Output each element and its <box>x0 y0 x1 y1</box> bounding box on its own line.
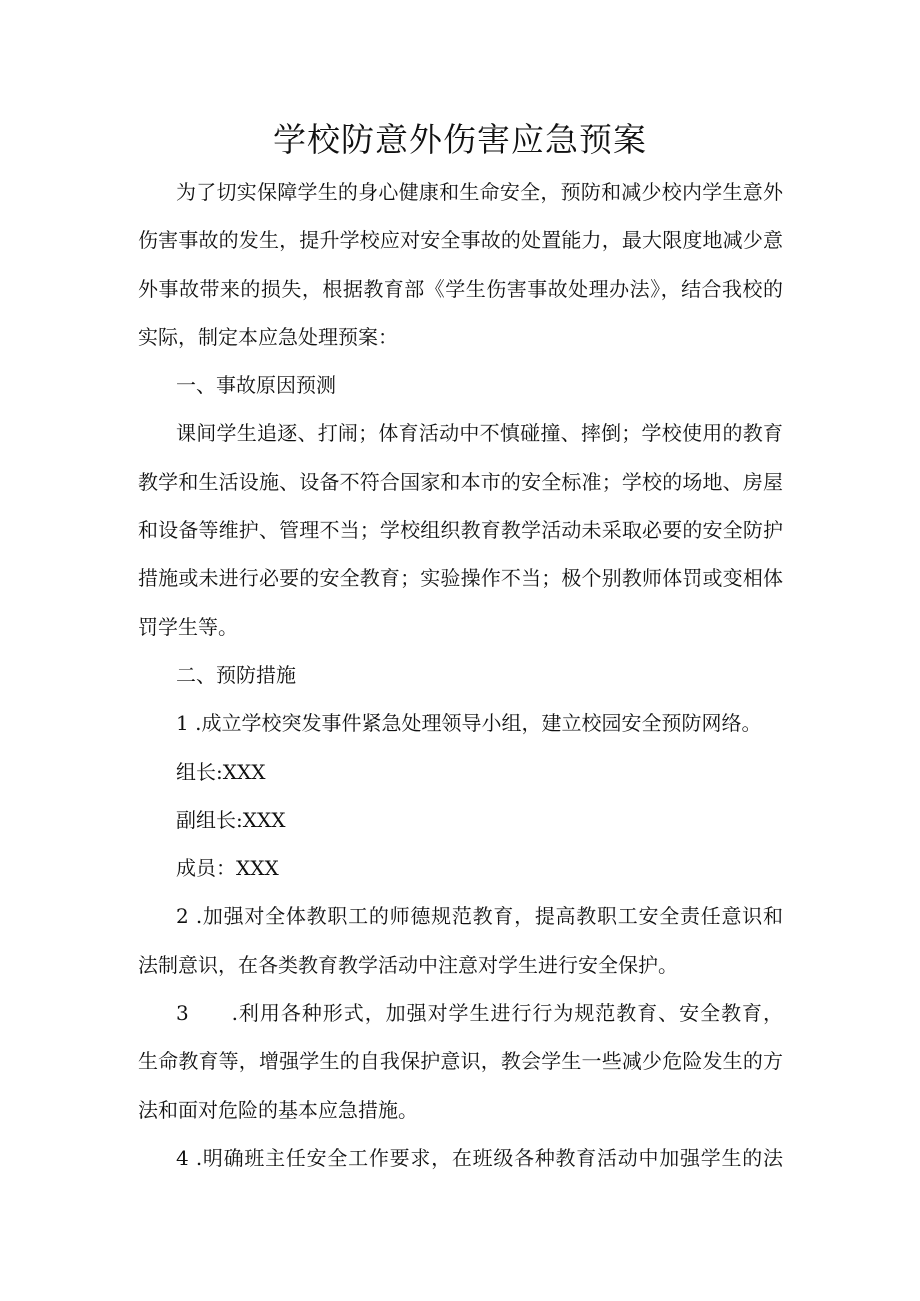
intro-line: 外事故带来的损失，根据教育部《学生伤害事故处理办法》，结合我校的 <box>138 276 783 301</box>
causes-line: 和设备等维护、管理不当；学校组织教育教学活动未采取必要的安全防护 <box>138 518 783 543</box>
item-2-line: 法制意识，在各类教育教学活动中注意对学生进行安全保护。 <box>138 952 678 977</box>
document-title: 学校防意外伤害应急预案 <box>273 120 647 159</box>
causes-line: 措施或未进行必要的安全教育；实验操作不当；极个别教师体罚或变相体 <box>138 566 783 591</box>
item-3-line: 3 .利用各种形式，加强对学生进行行为规范教育、安全教育， <box>176 1001 783 1026</box>
item-3-line: 法和面对危险的基本应急措施。 <box>138 1097 418 1122</box>
causes-line: 罚学生等。 <box>138 614 238 639</box>
causes-line: 教学和生活设施、设备不符合国家和本市的安全标准；学校的场地、房屋 <box>138 469 783 494</box>
document-body <box>138 168 783 1182</box>
intro-line: 为了切实保障学生的身心健康和生命安全，预防和减少校内学生意外 <box>176 180 783 204</box>
section-heading-prevention: 二、预防措施 <box>176 662 296 687</box>
intro-line: 实际，制定本应急处理预案： <box>138 324 398 349</box>
intro-line: 伤害事故的发生，提升学校应对安全事故的处置能力，最大限度地减少意 <box>138 228 783 253</box>
item-2-line: 2 .加强对全体教职工的师德规范教育，提高教职工安全责任意识和 <box>176 904 783 929</box>
section-heading-causes: 一、事故原因预测 <box>176 373 336 398</box>
item-3-line: 生命教育等，增强学生的自我保护意识，教会学生一些减少危险发生的方 <box>138 1049 783 1074</box>
item-1: 1 .成立学校突发事件紧急处理领导小组，建立校园安全预防网络。 <box>176 711 762 736</box>
leader: 组长:XXX <box>176 759 266 784</box>
item-4-line: 4 .明确班主任安全工作要求，在班级各种教育活动中加强学生的法 <box>176 1145 783 1170</box>
members: 成员：XXX <box>176 856 279 881</box>
causes-line: 课间学生追逐、打闹；体育活动中不慎碰撞、摔倒；学校使用的教育 <box>176 421 783 446</box>
vice-leader: 副组长:XXX <box>176 807 286 832</box>
